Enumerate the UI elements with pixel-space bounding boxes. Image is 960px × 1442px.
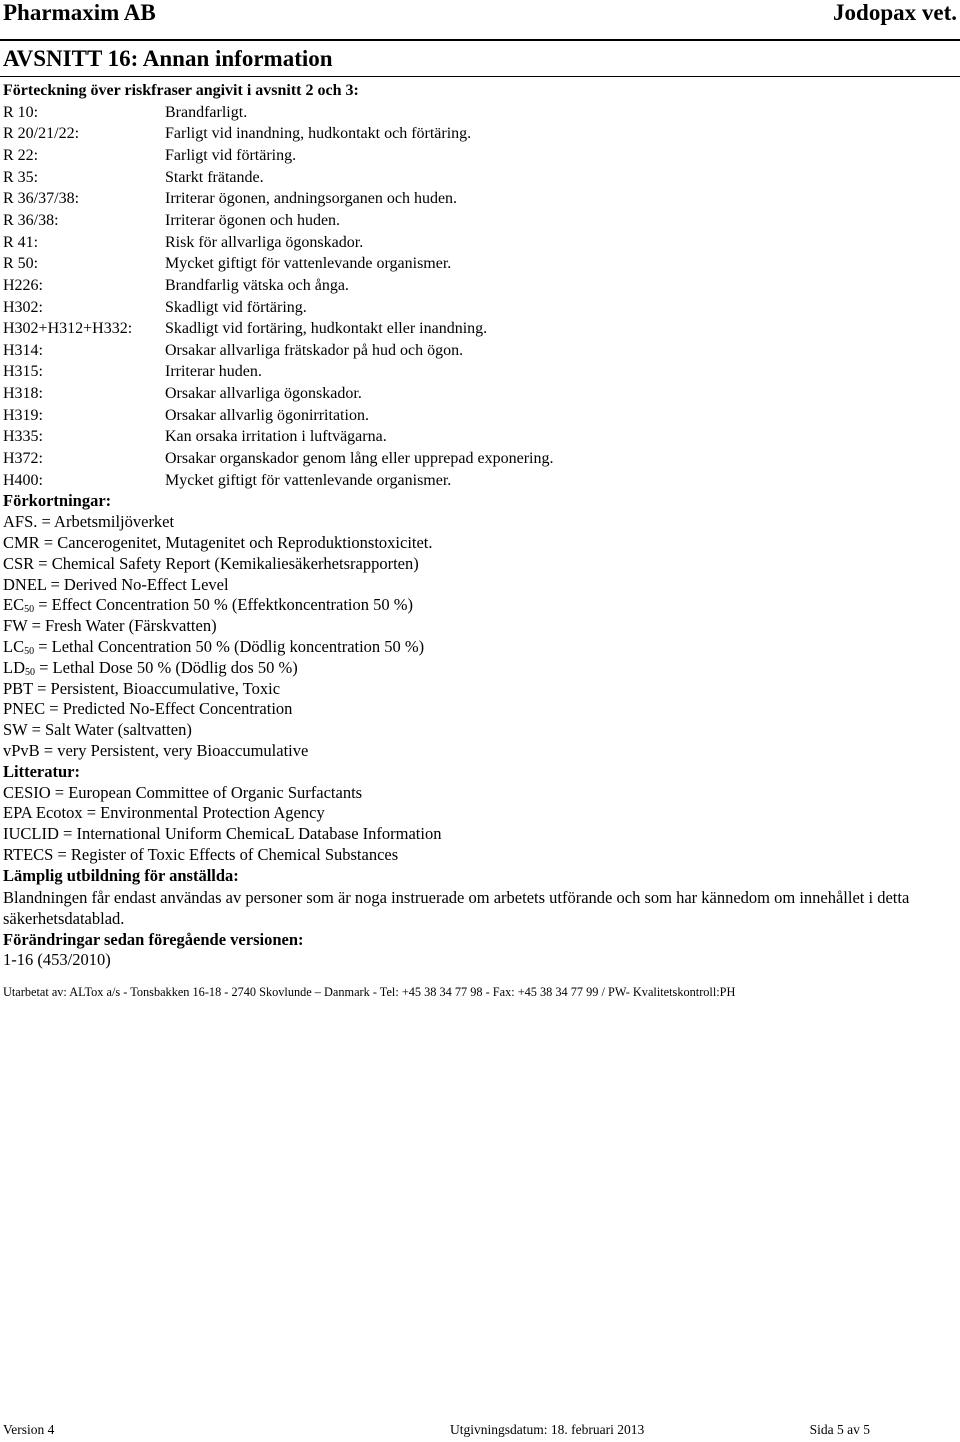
abbreviation-ld50 <box>3 658 953 679</box>
risk-phrase-text: Kan orsaka irritation i luftvägarna. <box>165 428 387 446</box>
risk-phrase-row <box>3 318 953 340</box>
risk-phrase-row <box>3 145 953 167</box>
literature-item: RTECS = Register of Toxic Effects of Chemical Substances <box>3 844 399 864</box>
risk-phrase-row <box>3 383 953 405</box>
training-text: Blandningen får endast användas av personer som är noga instruerade om arbetets utförande och som har kännedom om innehållet i detta säkerhetsdatablad. <box>3 887 910 929</box>
abbreviation-definition: = Effect Concentration 50 % (Effektkoncentration 50 %) <box>34 595 413 615</box>
risk-phrase-text: Irriterar huden. <box>165 363 262 381</box>
risk-phrase-text: Orsakar allvarliga ögonskador. <box>165 385 362 403</box>
risk-phrase-text: Starkt frätande. <box>165 168 264 186</box>
risk-phrase-text: Orsakar allvarliga frätskador på hud och ögon. <box>165 341 464 359</box>
risk-phrase-row <box>3 470 953 492</box>
literature-item: CESIO = European Committee of Organic Surfactants <box>3 782 363 802</box>
section-divider <box>0 76 960 77</box>
subscript: 50 <box>24 645 35 657</box>
risk-phrase-row <box>3 210 953 232</box>
footer-version: Version 4 <box>3 1422 55 1437</box>
risk-phrase-row <box>3 426 953 448</box>
literature-item: EPA Ecotox = Environmental Protection Agency <box>3 803 325 823</box>
risk-phrase-row <box>3 361 953 383</box>
risk-phrases-heading: Förteckning över riskfraser angivit i avsnitt 2 och 3: <box>3 82 359 99</box>
risk-phrase-row <box>3 405 953 427</box>
abbreviation-lc50 <box>3 637 953 658</box>
risk-phrase-text: Risk för allvarliga ögonskador. <box>165 233 364 251</box>
risk-phrase-text: Orsakar allvarlig ögonirritation. <box>165 406 369 424</box>
risk-phrase-row <box>3 340 953 362</box>
abbreviation-ec50 <box>3 595 953 616</box>
risk-phrase-code: R 35: <box>3 168 39 186</box>
prepared-by-credit: Utarbetat av: ALTox a/s - Tonsbakken 16-18 - 2740 Skovlunde – Danmark - Tel: +45 38 34 77 98 - Fax: +45 38 34 77 99 / PW- Kvalitetskontroll:PH <box>3 985 736 999</box>
risk-phrase-text: Irriterar ögonen och huden. <box>165 211 341 229</box>
risk-phrase-code: H318: <box>3 385 43 403</box>
abbreviations-heading: Förkortningar: <box>3 491 112 511</box>
risk-phrase-code: R 10: <box>3 103 39 121</box>
abbreviation-term: EC <box>3 595 25 615</box>
risk-phrase-code: R 50: <box>3 255 39 273</box>
risk-phrase-code: R 20/21/22: <box>3 125 80 143</box>
risk-phrase-row <box>3 297 953 319</box>
abbreviation-term: LC <box>3 636 25 656</box>
risk-phrase-code: H372: <box>3 450 43 468</box>
abbreviation-fw: FW = Fresh Water (Färskvatten) <box>3 616 217 636</box>
company-name: Pharmaxim AB <box>3 0 156 25</box>
section-body <box>3 80 953 971</box>
risk-phrase-text: Irriterar ögonen, andningsorganen och huden. <box>165 190 458 208</box>
risk-phrase-text: Farligt vid inandning, hudkontakt och förtäring. <box>165 125 472 143</box>
header-divider <box>0 39 960 41</box>
risk-phrase-row <box>3 102 953 124</box>
subscript: 50 <box>25 666 35 678</box>
abbreviation-definition: = Lethal Dose 50 % (Dödlig dos 50 %) <box>35 657 298 677</box>
footer-page-number: Sida 5 av 5 <box>809 1422 870 1437</box>
abbreviation-sw: SW = Salt Water (saltvatten) <box>3 720 192 740</box>
risk-phrase-code: R 41: <box>3 233 39 251</box>
risk-phrase-code: H315: <box>3 363 43 381</box>
risk-phrase-code: R 22: <box>3 146 39 164</box>
abbreviation-csr: CSR = Chemical Safety Report (Kemikaliesäkerhetsrapporten) <box>3 553 419 573</box>
risk-phrase-row <box>3 123 953 145</box>
risk-phrase-text: Mycket giftigt för vattenlevande organismer. <box>165 471 452 489</box>
risk-phrase-row <box>3 188 953 210</box>
footer-issue-date: Utgivningsdatum: 18. februari 2013 <box>450 1422 645 1437</box>
literature-heading: Litteratur: <box>3 761 80 781</box>
section-title: AVSNITT 16: Annan information <box>3 46 333 71</box>
risk-phrase-code: H335: <box>3 428 43 446</box>
risk-phrase-text: Skadligt vid förtäring. <box>165 298 307 316</box>
abbreviation-definition: = Lethal Concentration 50 % (Dödlig koncentration 50 %) <box>34 636 425 656</box>
risk-phrase-code: H314: <box>3 341 43 359</box>
risk-phrase-text: Orsakar organskador genom lång eller upprepad exponering. <box>165 450 554 468</box>
abbreviation-cmr: CMR = Cancerogenitet, Mutagenitet och Reproduktionstoxicitet. <box>3 533 433 552</box>
risk-phrase-code: H302: <box>3 298 43 316</box>
abbreviation-afs: AFS. = Arbetsmiljöverket <box>3 512 175 532</box>
risk-phrase-row <box>3 232 953 254</box>
abbreviation-pbt: PBT = Persistent, Bioaccumulative, Toxic <box>3 678 281 698</box>
changes-heading: Förändringar sedan föregående versionen: <box>3 929 304 949</box>
abbreviation-term: LD <box>3 657 25 677</box>
risk-phrase-text: Farligt vid förtäring. <box>165 146 297 164</box>
risk-phrase-code: H302+H312+H332: <box>3 320 133 338</box>
abbreviation-vpvb: vPvB = very Persistent, very Bioaccumulative <box>3 740 309 760</box>
risk-phrase-text: Skadligt vid fortäring, hudkontakt eller inandning. <box>165 320 488 338</box>
risk-phrase-row <box>3 253 953 275</box>
risk-phrase-code: R 36/37/38: <box>3 190 80 208</box>
risk-phrase-code: H400: <box>3 471 43 489</box>
risk-phrase-row <box>3 448 953 470</box>
risk-phrase-text: Brandfarligt. <box>165 103 248 121</box>
risk-phrase-text: Mycket giftigt för vattenlevande organismer. <box>165 255 452 273</box>
abbreviation-pnec: PNEC = Predicted No-Effect Concentration <box>3 699 293 719</box>
risk-phrase-row <box>3 275 953 297</box>
risk-phrase-code: R 36/38: <box>3 211 59 229</box>
subscript: 50 <box>24 604 35 616</box>
changes-text: 1-16 (453/2010) <box>3 950 111 970</box>
risk-phrase-text: Brandfarlig vätska och ånga. <box>165 276 349 294</box>
risk-phrase-code: H226: <box>3 276 43 294</box>
training-heading: Lämplig utbildning för anställda: <box>3 865 239 885</box>
risk-phrase-code: H319: <box>3 406 43 424</box>
product-name: Jodopax vet. <box>833 0 957 25</box>
abbreviation-dnel: DNEL = Derived No-Effect Level <box>3 574 229 594</box>
literature-item: IUCLID = International Uniform ChemicaL Database Information <box>3 824 442 844</box>
risk-phrase-list <box>3 102 953 492</box>
risk-phrase-row <box>3 167 953 189</box>
